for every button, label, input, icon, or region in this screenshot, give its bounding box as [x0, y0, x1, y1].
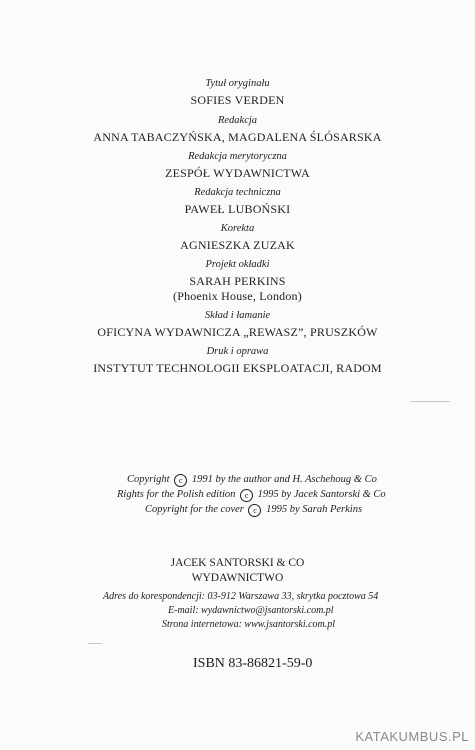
credit-label-printing: Druk i oprawa — [206, 346, 269, 357]
credit-label-typesetting: Skład i łamanie — [204, 310, 271, 321]
copyright-line-polish-prefix: Rights for the Polish edition — [117, 489, 236, 500]
publisher-email: E-mail: wydawnictwo@jsantorski.com.pl — [168, 605, 334, 616]
publisher-type: WYDAWNICTWO — [191, 572, 284, 584]
credit-value-typesetting: OFICYNA WYDAWNICZA „REWASZ”, PRUSZKÓW — [97, 325, 378, 339]
watermark-text: KATAKUMBUS.PL — [355, 729, 469, 744]
publisher-website: Strona internetowa: www.jsantorski.com.pl — [162, 619, 336, 630]
copyright-line-polish-text: 1995 by Jacek Santorski & Co — [257, 489, 386, 500]
copyright-symbol-icon: c — [240, 489, 253, 502]
isbn: ISBN 83-86821-59-0 — [193, 656, 313, 671]
credit-label-content-editor: Redakcja merytoryczna — [188, 151, 287, 162]
credit-label-technical-editor: Redakcja techniczna — [194, 187, 281, 198]
credit-value-editors: ANNA TABACZYŃSKA, MAGDALENA ŚLÓSARSKA — [93, 130, 382, 144]
copyright-line-cover-text: 1995 by Sarah Perkins — [266, 504, 363, 515]
copyright-symbol-icon: c — [174, 474, 187, 487]
credit-value-cover-design-note: (Phoenix House, London) — [173, 289, 302, 303]
credit-value-cover-design: SARAH PERKINS — [189, 274, 286, 288]
credit-value-content-editor: ZESPÓŁ WYDAWNICTWA — [165, 166, 310, 180]
credit-label-editors: Redakcja — [217, 115, 258, 126]
publisher-name: JACEK SANTORSKI & CO — [170, 557, 305, 569]
credit-value-proofreading: AGNIESZKA ZUZAK — [180, 238, 295, 252]
copyright-symbol-icon: c — [248, 504, 261, 517]
copyright-line-original-text: 1991 by the author and H. Aschehoug & Co — [191, 474, 377, 485]
copyright-line-polish — [117, 489, 386, 502]
credit-label-cover-design: Projekt okładki — [205, 259, 270, 270]
credit-label-proofreading: Korekta — [220, 223, 255, 234]
publisher-address: Adres do korespondencji: 03-912 Warszawa 33, skrytka pocztowa 54 — [103, 591, 379, 602]
scan-smudge — [88, 643, 102, 644]
credit-value-technical-editor: PAWEŁ LUBOŃSKI — [184, 202, 291, 216]
copyright-line-original-prefix: Copyright — [127, 474, 170, 485]
copyright-line-cover — [145, 504, 362, 517]
copyright-line-original — [127, 474, 377, 487]
scan-smudge — [410, 401, 450, 402]
copyright-line-cover-prefix: Copyright for the cover — [145, 504, 244, 515]
credit-value-printing: INSTYTUT TECHNOLOGII EKSPLOATACJI, RADOM — [93, 361, 382, 375]
credit-value-original-title: SOFIES VERDEN — [190, 93, 285, 107]
credit-label-original-title: Tytuł oryginału — [205, 78, 270, 89]
